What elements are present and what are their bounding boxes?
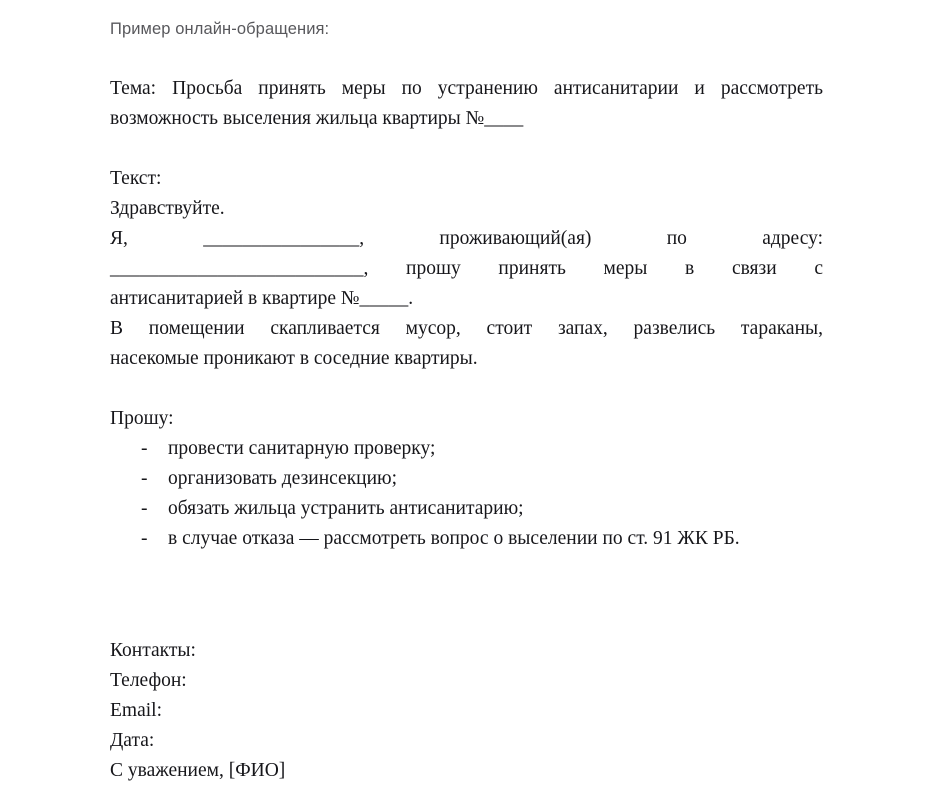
list-item-label: провести санитарную проверку; xyxy=(168,438,436,459)
subject-text: Тема: Просьба принять меры по устранению антисанитарии и рассмотреть возможность выселения жильца квартиры №____ xyxy=(110,78,823,129)
text-label: Текст: xyxy=(110,168,162,189)
requests-heading: Прошу: xyxy=(110,408,174,429)
list-item xyxy=(110,464,823,494)
subject-block xyxy=(110,74,823,134)
signature: С уважением, [ФИО] xyxy=(110,760,286,781)
bullet-dash-icon: - xyxy=(141,528,148,549)
description-line-2: насекомые проникают в соседние квартиры. xyxy=(110,348,478,369)
list-item xyxy=(110,524,823,554)
phone-label: Телефон: xyxy=(110,670,187,691)
list-item-label: обязать жильца устранить антисанитарию; xyxy=(168,498,524,519)
list-item xyxy=(110,494,823,524)
requests-list xyxy=(110,434,823,554)
document-caption: Пример онлайн-обращения: xyxy=(110,20,330,38)
spacer xyxy=(110,614,823,636)
spacer xyxy=(110,44,823,74)
email-label: Email: xyxy=(110,700,162,721)
statement-line-3: антисанитарией в квартире №_____. xyxy=(110,288,414,309)
spacer xyxy=(110,554,823,614)
contacts-heading: Контакты: xyxy=(110,640,196,661)
list-item xyxy=(110,434,823,464)
list-item-label: организовать дезинсекцию; xyxy=(168,468,398,489)
contacts-block xyxy=(110,636,823,786)
statement-line-1: Я, ________________, проживающий(ая) по адресу: xyxy=(110,228,823,249)
bullet-dash-icon: - xyxy=(141,438,148,459)
body-block xyxy=(110,164,823,374)
date-label: Дата: xyxy=(110,730,155,751)
spacer xyxy=(110,374,823,404)
greeting: Здравствуйте. xyxy=(110,198,225,219)
bullet-dash-icon: - xyxy=(141,468,148,489)
requests-block xyxy=(110,404,823,554)
description-line-1: В помещении скапливается мусор, стоит запах, развелись тараканы, xyxy=(110,318,823,339)
list-item-label: в случае отказа — рассмотреть вопрос о выселении по ст. 91 ЖК РБ. xyxy=(168,528,740,549)
bullet-dash-icon: - xyxy=(141,498,148,519)
spacer xyxy=(110,134,823,164)
statement-line-2: __________________________, прошу принять меры в связи с xyxy=(110,258,823,279)
